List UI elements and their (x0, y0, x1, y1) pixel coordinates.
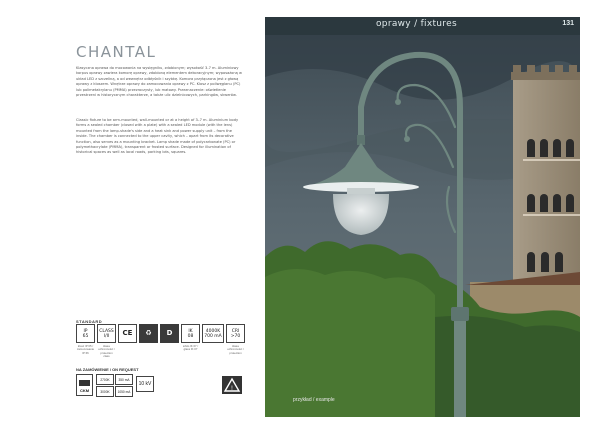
badge-caption: klosz IP 65 / zamocowanie IP 66 (76, 344, 95, 355)
badge-bottom-text: 65 (82, 333, 89, 339)
section-label: oprawy / fixtures (376, 19, 457, 29)
color-temperature-badge (202, 324, 224, 343)
badge-bottom-text: CE (122, 329, 133, 337)
ckm-icon (76, 374, 93, 396)
street-lamp-scene (265, 17, 580, 417)
current-option: 350 mA (115, 374, 133, 385)
energy-class-icon (160, 324, 179, 343)
badge-caption (202, 345, 224, 359)
ce-mark-icon (118, 324, 137, 343)
cct-current-grid (96, 374, 133, 397)
description-english: Classic fixture to be arm-mounted, wall-mounted or at a height of 3–7 m. Aluminium body forms a sealed chamber (closed with a plate) with a sealed LED module (with the lens) mounted from the lamp-shade's side and a heat sink and power supply unit – from the inside. The chamber is connected to the upper cavity, which – apart from its decorative function, also serves as a mounting bracket. Lamp shade made of polycarbonate (PC) or polymethacrylate (PMMA), transparent or frosted surface. Designed for illumination of historical spaces as well as local roads, parking lots, squares. (76, 118, 239, 155)
surge-protection-badge: 10 kV (136, 376, 154, 392)
ik-rating-badge (181, 324, 200, 343)
cct-option: 2700K (96, 374, 114, 385)
ckm-label: CKM (79, 388, 90, 393)
warning-triangle-icon (222, 376, 242, 394)
protection-class-badge (97, 324, 116, 343)
ip-rating-badge (76, 324, 95, 343)
badge-top-text: IK (188, 328, 193, 334)
badge-top-text: 4000K (205, 328, 221, 334)
badge-caption (118, 345, 137, 359)
pole-collar (451, 307, 469, 321)
ckm-bar-graphic (79, 380, 90, 386)
badge-caption: klasa ochronności / protection class (98, 344, 115, 359)
badge-bottom-text: 08 (187, 333, 194, 339)
badge-top-text: CLASS (99, 328, 114, 334)
current-option: 1050 mA (115, 386, 133, 397)
badge-top-text: CRI (231, 328, 240, 334)
badge-captions (76, 345, 245, 359)
badge-caption: klasa ochronności / protection (227, 344, 244, 355)
standard-label: STANDARD (76, 319, 103, 324)
badge-bottom-text: D (166, 329, 173, 337)
photo-caption: przykład / example (293, 397, 335, 403)
cri-badge (226, 324, 245, 343)
recycle-icon (139, 324, 158, 343)
badge-caption (139, 345, 158, 359)
badge-bottom-text: I/II (103, 333, 110, 339)
badge-top-text: IP (83, 328, 88, 334)
badge-caption (160, 345, 179, 359)
badge-caption: szkło IK 07 / glass IK 07 (182, 344, 199, 352)
on-request-label: NA ZAMÓWIENIE / ON REQUEST (76, 367, 139, 372)
on-request-options (76, 374, 154, 397)
section-band (265, 17, 580, 35)
svg-text:!: ! (231, 386, 233, 392)
description-polish: Klasyczna oprawa do mocowania na wysięgniku, zdobionym; wysokość 3-7 m. Aluminiowy korpus oprawy zawiera komorę oprawy, zdobioną elementem dekoracyjnym; wyposażoną w układ LED z szczeliną, a od wewnętrz odbłyśnik i szybkę. Komora przyłączona jest z głową oprawy z kloszem. Wnętrze oprawy do zamocowania oprawy z PC. Klosz z poliwęglanu (PC) lub polimetakrylanu (PMMA) przezroczysty, lub matowy. Przeznaczenie: oświetlenie przestrzeni w historycznym charakterze, a także ulic dzielnicowych, parkingów, skwerów. (76, 66, 242, 98)
badge-bottom-text: 700 mA (204, 333, 222, 339)
product-title: CHANTAL (76, 43, 157, 61)
cct-option: 3000K (96, 386, 114, 397)
standard-badges (76, 324, 245, 343)
product-photo (265, 17, 580, 417)
badge-bottom-text: >70 (230, 333, 241, 339)
badge-bottom-text: ♻ (145, 329, 152, 337)
page-number: 131 (562, 20, 574, 27)
